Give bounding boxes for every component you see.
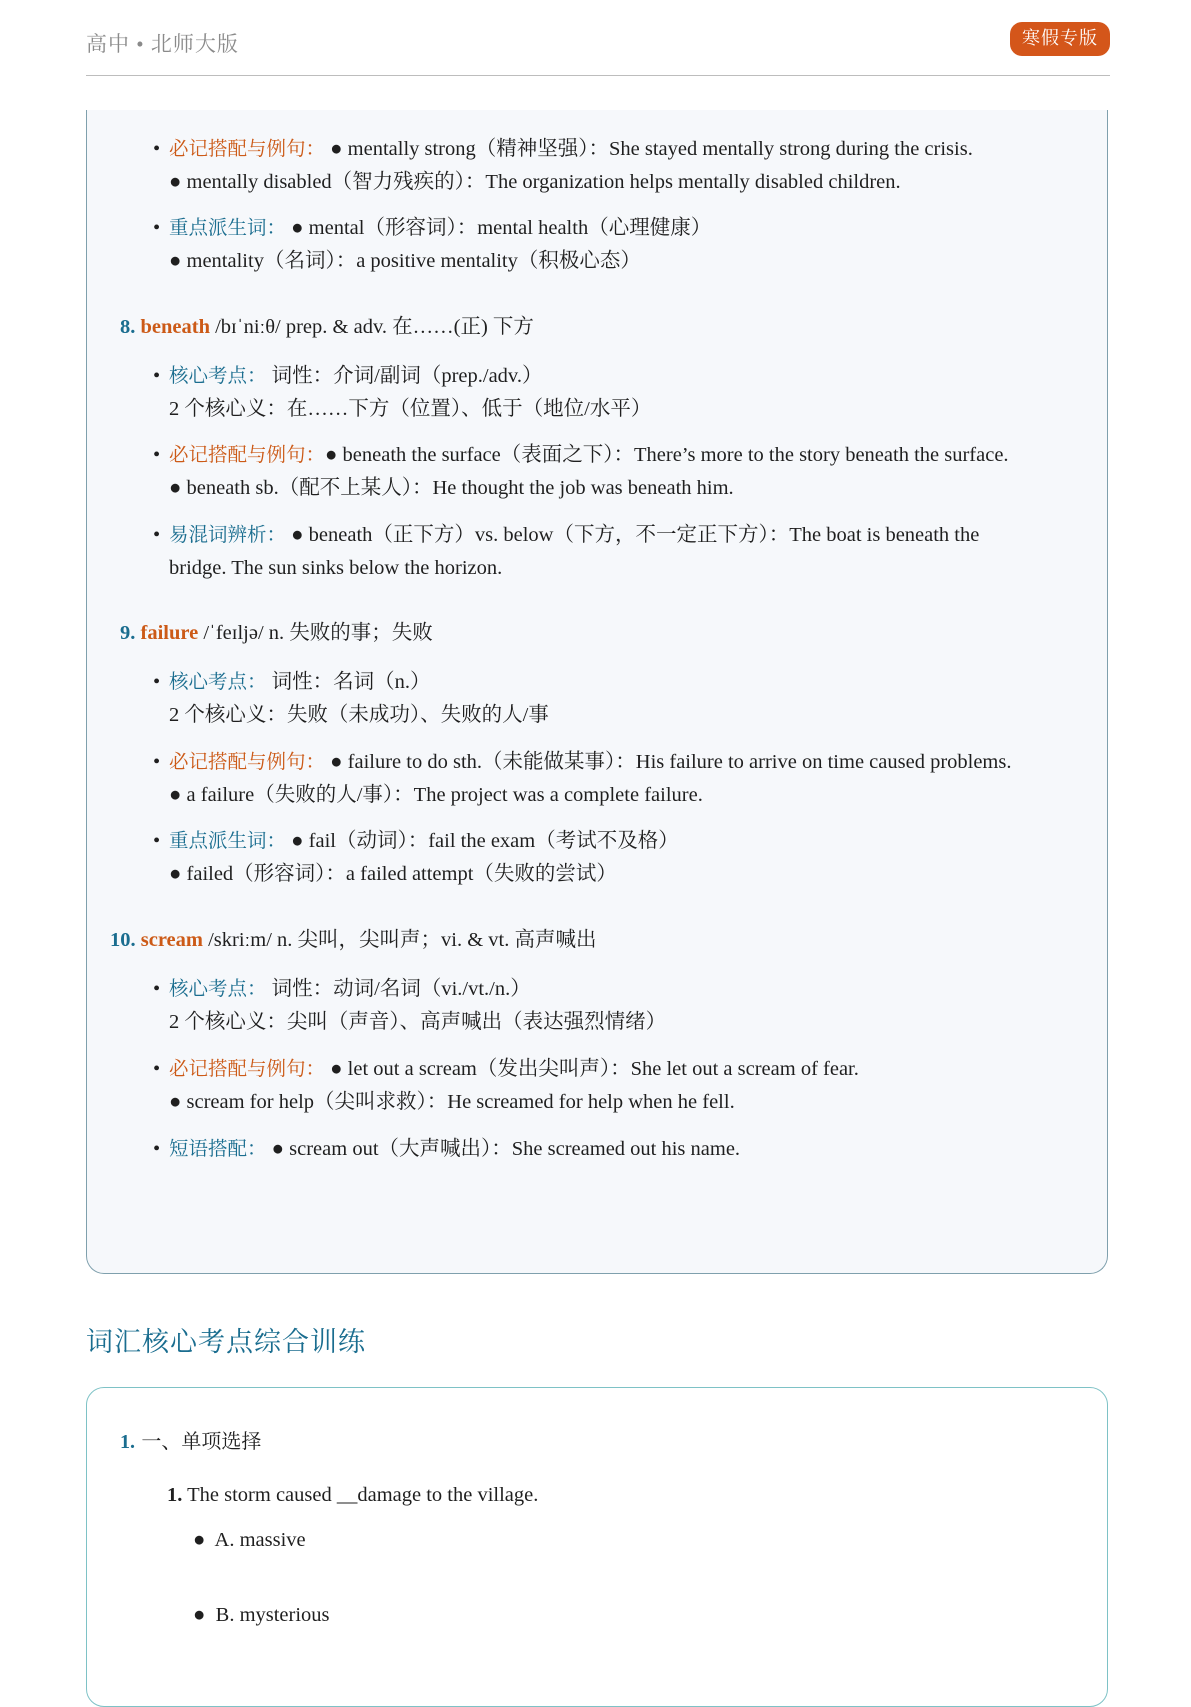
definition: /skriːm/ n. 尖叫，尖叫声；vi. & vt. 高声喊出 [208,929,597,951]
part-number: 1. [120,1431,135,1453]
entry8-confusion: • 易混词辨析： ● beneath（正下方）vs. below（下方，不一定正下方）：The boat is beneath the [153,521,979,549]
derivative-text: mental（形容词）：mental health（心理健康） [308,217,712,239]
collocations-label: 必记搭配与例句： [169,443,326,466]
exercise-card [86,1387,1108,1707]
collocations-label: 必记搭配与例句： [169,137,326,160]
bullet-icon: • [153,217,161,239]
confusion-label: 易混词辨析： [169,523,287,546]
core-text: 词性：名词（n.） [271,671,431,693]
example-text: failure to do sth.（未能做某事）：His failure to arrive on time caused problems. [347,751,1012,773]
example-text: scream for help（尖叫求救）：He screamed for help when he fell. [186,1091,735,1113]
bullet-icon: • [153,751,161,773]
entry-number: 10. [110,929,136,951]
bullet-icon: • [153,1138,161,1160]
edition-badge: 寒假专版 [1010,22,1110,56]
bullet-icon: • [153,444,161,466]
entry-number: 9. [120,622,136,644]
option-label: A. massive [214,1529,306,1551]
part-title: 一、单项选择 [141,1429,262,1453]
phrases-label: 短语搭配： [169,1137,267,1160]
entry10-collocations-2: ● scream for help（尖叫求救）：He screamed for help when he fell. [169,1091,735,1113]
example-text: let out a scream（发出尖叫声）：She let out a scream of fear. [347,1058,859,1080]
bullet-icon: • [153,524,161,546]
entry9-derivatives: • 重点派生词： ● fail（动词）：fail the exam（考试不及格） [153,827,679,855]
vocabulary-card [86,110,1108,1274]
bullet-icon: • [153,978,161,1000]
entry9-heading [120,619,433,647]
entry10-phrases: • 短语搭配： ● scream out（大声喊出）：She screamed out his name. [153,1135,740,1163]
bullet-icon: • [153,830,161,852]
derivative-text: failed（形容词）：a failed attempt（失败的尝试） [186,863,617,885]
collocations-label: 必记搭配与例句： [169,750,326,773]
option-label: B. mysterious [215,1604,330,1626]
derivatives-label: 重点派生词： [169,216,287,239]
derivative-text: mentality（名词）：a positive mentality（积极心态） [186,250,641,272]
entry9-derivatives-2: ● failed（形容词）：a failed attempt（失败的尝试） [169,863,617,885]
entry7-derivatives-2: ● mentality（名词）：a positive mentality（积极心态） [169,250,641,272]
entry10-collocations: • 必记搭配与例句： ● let out a scream（发出尖叫声）：She let out a scream of fear. [153,1055,859,1083]
question-text: The storm caused __damage to the village. [187,1484,539,1506]
headword: failure [140,622,199,644]
entry7-collocations: • 必记搭配与例句： ● mentally strong（精神坚强）：She stayed mentally strong during the crisis. [153,135,973,163]
entry9-core-2: 2 个核心义：失败（未成功）、失败的人/事 [169,704,549,726]
derivatives-label: 重点派生词： [169,829,287,852]
example-text: beneath sb.（配不上某人）：He thought the job was beneath him. [186,477,734,499]
entry7-collocations-2: ● mentally disabled（智力残疾的）：The organization helps mentally disabled children. [169,171,901,193]
headword: scream [140,929,203,951]
entry10-core [153,975,531,1003]
collocations-label: 必记搭配与例句： [169,1057,326,1080]
page-header [86,22,1110,76]
example-text: beneath the surface（表面之下）：There’s more to the story beneath the surface. [342,444,1009,466]
phrase-text: scream out（大声喊出）：She screamed out his name. [289,1138,741,1160]
example-text: mentally strong（精神坚强）：She stayed mentally strong during the crisis. [347,138,973,160]
confusion-text: beneath（正下方）vs. below（下方，不一定正下方）：The boat is beneath the [308,524,980,546]
question-number: 1. [167,1484,183,1506]
entry8-collocations-2: ● beneath sb.（配不上某人）：He thought the job was beneath him. [169,477,734,499]
definition: /ˈfeɪljə/ n. 失败的事；失败 [203,622,433,644]
bullet-icon: • [153,138,161,160]
entry10-core-2: 2 个核心义：尖叫（声音）、高声喊出（表达强烈情绪） [169,1011,667,1033]
question-1 [167,1481,538,1509]
core-label: 核心考点： [169,670,267,693]
entry7-derivatives: • 重点派生词： ● mental（形容词）：mental health（心理健康） [153,214,711,242]
option-a[interactable]: ● A. massive [193,1529,306,1551]
option-b[interactable]: ● B. mysterious [193,1604,330,1626]
bullet-icon: • [153,365,161,387]
example-text: mentally disabled（智力残疾的）：The organization helps mentally disabled children. [186,171,901,193]
entry8-confusion-2: bridge. The sun sinks below the horizon. [169,557,503,579]
example-text: a failure（失败的人/事）：The project was a complete failure. [186,784,703,806]
entry9-collocations-2: ● a failure（失败的人/事）：The project was a complete failure. [169,784,703,806]
entry9-collocations: • 必记搭配与例句： ● failure to do sth.（未能做某事）：His failure to arrive on time caused problems. [153,748,1011,776]
entry10-heading [110,926,596,954]
exercise-part-heading [120,1427,261,1456]
entry-number: 8. [120,316,136,338]
section-title: 词汇核心考点综合训练 [86,1327,366,1358]
core-label: 核心考点： [169,977,267,1000]
entry8-collocations: • 必记搭配与例句：● beneath the surface（表面之下）：There’s more to the story beneath the surface. [153,441,1009,469]
bullet-icon: • [153,671,161,693]
core-label: 核心考点： [169,364,267,387]
core-text: 词性：介词/副词（prep./adv.） [271,365,543,387]
header-divider [86,75,1110,76]
headword: beneath [140,316,210,338]
entry8-heading [120,313,534,341]
entry8-core-2: 2 个核心义：在……下方（位置）、低于（地位/水平） [169,398,652,420]
derivative-text: fail（动词）：fail the exam（考试不及格） [308,830,679,852]
core-text: 词性：动词/名词（vi./vt./n.） [271,978,531,1000]
bullet-icon: • [153,1058,161,1080]
definition: /bɪˈniːθ/ prep. & adv. 在……(正) 下方 [215,316,534,338]
entry8-core [153,362,542,390]
entry9-core [153,668,431,696]
breadcrumb: 高中 • 北师大版 [86,32,239,56]
